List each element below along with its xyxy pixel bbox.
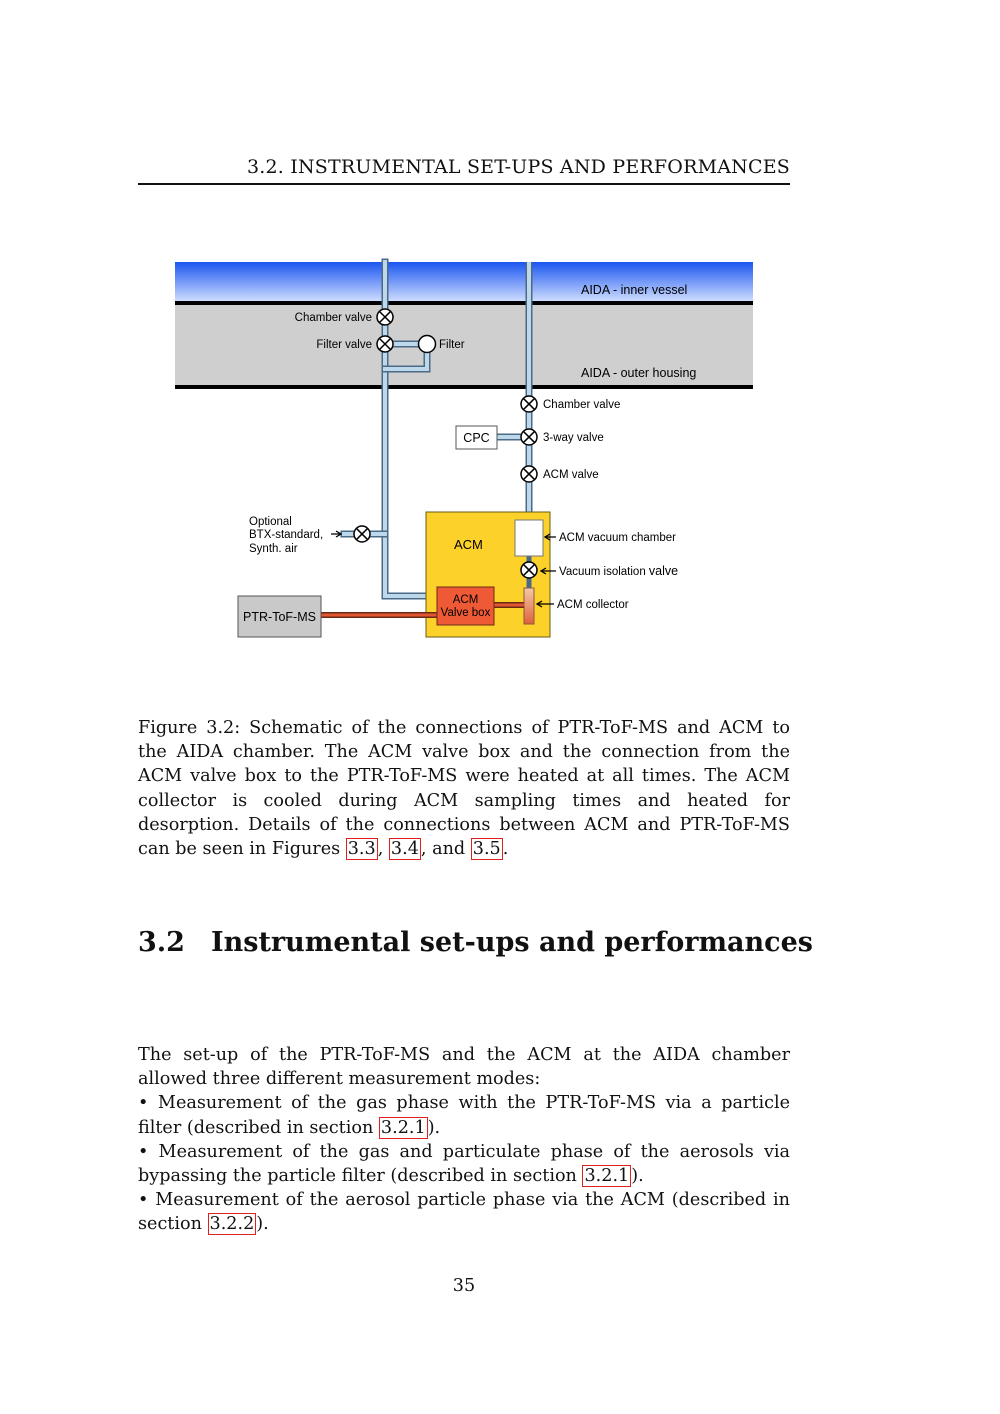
- bullet-item-particle-phase: [138, 1188, 790, 1236]
- bullet1-text: • Measurement of the gas phase with the PTR-ToF-MS via a particle filter (described in section: [138, 1093, 790, 1138]
- caption-separator-1: ,: [377, 839, 389, 860]
- valve-box-label-line2: Valve box: [440, 607, 491, 619]
- chamber-valve-right-icon: [521, 396, 537, 412]
- bullet1-end: ).: [427, 1117, 441, 1138]
- acm-valve-box: [437, 587, 494, 625]
- caption-text: Figure 3.2: Schematic of the connections of PTR-ToF-MS and ACM to the AIDA chamber. The ACM valve box and the connection from the ACM valve box to the PTR-ToF-MS were heated at all times. The ACM collector is cooled during ACM sampling times and heated for desorption. Details of the connections between ACM and PTR-ToF-MS can be seen in Figures: [138, 718, 790, 860]
- acm-collector-icon: [524, 588, 534, 624]
- section-ref-3-2-1-link-2[interactable]: 3.2.1: [584, 1166, 630, 1187]
- bullet-item-gas-particulate: [138, 1140, 790, 1188]
- bullet3-text: • Measurement of the aerosol particle phase via the ACM (described in section: [138, 1190, 790, 1235]
- figure-ref-3-3-link[interactable]: 3.3: [347, 839, 376, 860]
- intro-paragraph: The set-up of the PTR-ToF-MS and the ACM at the AIDA chamber allowed three different measurement modes:: [138, 1045, 790, 1090]
- acm-label: ACM: [454, 537, 483, 552]
- acm-vacuum-chamber-label: ACM vacuum chamber: [559, 532, 676, 544]
- acm-vacuum-chamber-icon: [515, 520, 543, 556]
- header-rule: [138, 183, 790, 185]
- cpc-label: CPC: [463, 431, 490, 445]
- vacuum-isolation-label-part-a: Vacuum isolation: [559, 566, 649, 578]
- ptr-tof-ms-label: PTR-ToF-MS: [243, 610, 316, 624]
- section-heading: [138, 927, 813, 958]
- vacuum-isolation-label-part-b: valve: [648, 564, 679, 578]
- three-way-valve-label: 3-way valve: [543, 432, 604, 444]
- chamber-valve-left-label: Chamber valve: [294, 312, 372, 324]
- filter-icon: [419, 336, 436, 353]
- chamber-valve-right-label: Chamber valve: [543, 399, 621, 411]
- running-header: 3.2. INSTRUMENTAL SET-UPS AND PERFORMANCES: [246, 156, 790, 178]
- figure-ref-3-4-link[interactable]: 3.4: [390, 839, 419, 860]
- bullet3-end: ).: [256, 1214, 269, 1235]
- optional-label-line1: Optional: [249, 516, 292, 528]
- valve-box-label-line1: ACM: [452, 594, 479, 606]
- figure-ref-3-5-link[interactable]: 3.5: [472, 839, 501, 860]
- bullet2-end: ).: [631, 1166, 644, 1187]
- optional-label-line3: Synth. air: [249, 543, 298, 555]
- filter-valve-icon: [377, 336, 393, 352]
- body-text: [138, 1043, 790, 1237]
- outer-housing-label: AIDA - outer housing: [581, 366, 697, 380]
- caption-separator-2: , and: [420, 839, 471, 860]
- vacuum-isolation-valve-icon: [521, 562, 537, 578]
- section-number: 3.2: [138, 927, 185, 958]
- schematic-svg: [170, 258, 760, 644]
- bullet-item-gas-phase: [138, 1091, 790, 1139]
- page-number: 35: [452, 1276, 476, 1296]
- optional-inlet-arrow-icon: [331, 531, 341, 537]
- caption-end: .: [502, 839, 509, 860]
- acm-valve-icon: [521, 466, 537, 482]
- figure-3-2-schematic: [170, 258, 760, 644]
- three-way-valve-icon: [521, 429, 537, 445]
- chamber-valve-left-icon: [377, 309, 393, 325]
- section-title: Instrumental set-ups and performances: [211, 927, 814, 958]
- optional-inlet-valve-icon: [354, 526, 370, 542]
- acm-collector-label: ACM collector: [557, 599, 629, 611]
- figure-caption: [138, 716, 790, 861]
- bullet2-text: • Measurement of the gas and particulate phase of the aerosols via bypassing the particle filter (described in section: [138, 1141, 790, 1187]
- filter-label: Filter: [439, 339, 465, 351]
- acm-valve-label: ACM valve: [543, 469, 599, 481]
- optional-label-line2: BTX-standard,: [249, 529, 324, 541]
- inner-vessel-label: AIDA - inner vessel: [581, 283, 688, 297]
- filter-valve-label: Filter valve: [316, 339, 372, 351]
- section-ref-3-2-1-link[interactable]: 3.2.1: [380, 1117, 426, 1138]
- section-ref-3-2-2-link[interactable]: 3.2.2: [209, 1214, 255, 1235]
- vacuum-isolation-valve-label: [559, 564, 678, 578]
